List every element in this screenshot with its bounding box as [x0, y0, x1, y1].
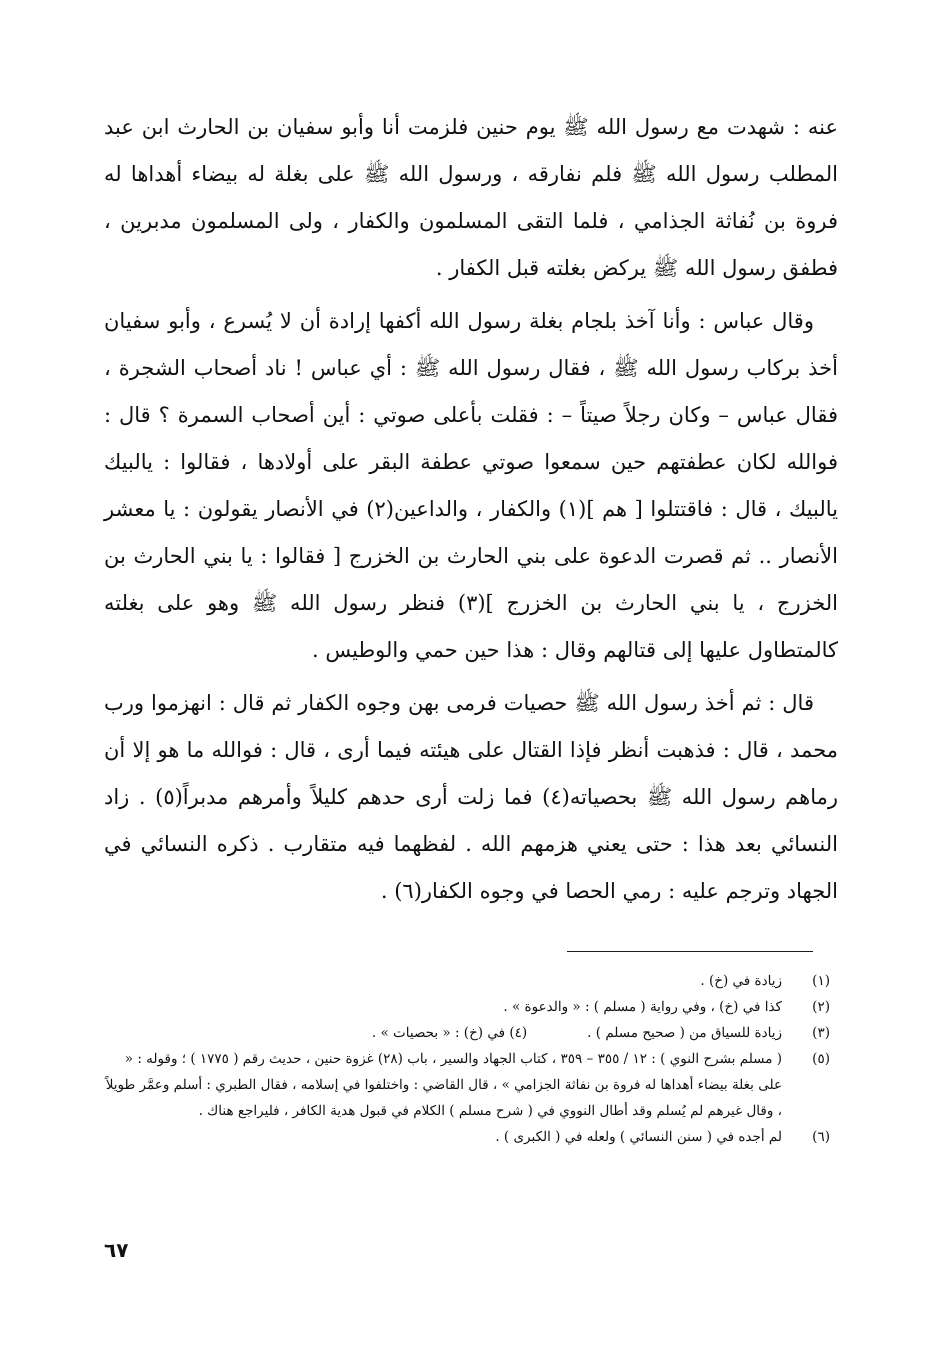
footnote-number: (٥): [812, 1051, 830, 1067]
paragraph: قال : ثم أخذ رسول الله ﷺ حصيات فرمى بهن وجوه الكفار ثم قال : انهزموا ورب محمد ، قال : فذهبت أنظر فإذا القتال على هيئته فيما أرى ، قال : فوالله ما هو إلا أن رماهم رسول الله ﷺ بحصياته(٤) فما زلت أرى حدهم كليلاً وأمرهم مدبراً(٥) . زاد النسائي بعد هذا : حتى يعني هزمهم الله . لفظهما فيه متقارب . ذكره النسائي في الجهاد وترجم عليه : رمي الحصا في وجوه الكفار(٦) .: [104, 691, 839, 903]
footnotes: [104, 968, 834, 1150]
footnote-text: كذا في (خ) ، وفي رواية ( مسلم ) : « والدعوة » .: [503, 999, 782, 1015]
footnote-text: زيادة في (خ) .: [700, 973, 782, 989]
footnote-item: [104, 968, 834, 994]
footnote-inline-extra: (٤) في (خ) : « بحصيات » .: [371, 1025, 528, 1041]
footnote-item: [104, 1046, 834, 1124]
footnote-text: لم أجده في ( سنن النسائي ) ولعله في ( الكبرى ) .: [495, 1129, 782, 1145]
footnote-text: ( مسلم بشرح النوي ) : ١٢ / ٣٥٥ – ٣٥٩ ، كتاب الجهاد والسير ، باب (٢٨) غزوة حنين ، حديث رقم ( ١٧٧٥ ) ؛ وقوله : « على بغلة بيضاء أهداها له فروة بن نفاثة الجزامي » ، قال القاضي : واختلفوا في إسلامه ، فقال الطبري : أسلم وعمَّر طويلاً ، وقال غيرهم لم يُسلم وقد أطال النووي في ( شرح مسلم ) الكلام في قبول هدية الكافر ، فليراجع هناك .: [105, 1051, 782, 1119]
footnote-text: [104, 1020, 782, 1046]
page-number: ٦٧: [104, 1238, 129, 1262]
footnote-item: [104, 1020, 834, 1046]
footnote-item: [104, 994, 834, 1020]
footnote-number: (١): [812, 973, 830, 989]
footnote-number: (٢): [812, 999, 830, 1015]
footnote-text-part: زيادة للسياق من ( صحيح مسلم ) .: [587, 1025, 782, 1041]
paragraph: عنه : شهدت مع رسول الله ﷺ يوم حنين فلزمت أنا وأبو سفيان بن الحارث ابن عبد المطلب رسول الله ﷺ فلم نفارقه ، ورسول الله ﷺ على بغلة له بيضاء أهداها له فروة بن نُفاثة الجذامي ، فلما التقى المسلمون والكفار ، ولى المسلمون مدبرين ، فطفق رسول الله ﷺ يركض بغلته قبل الكفار .: [104, 115, 838, 280]
footnote-item: [104, 1124, 834, 1150]
main-text: [104, 104, 838, 915]
footnote-number: (٦): [812, 1129, 830, 1145]
footnote-number: (٣): [812, 1025, 830, 1041]
footnote-separator: [567, 951, 813, 952]
paragraph: وقال عباس : وأنا آخذ بلجام بغلة رسول الله أكفها إرادة أن لا يُسرع ، وأبو سفيان أخذ بركاب رسول الله ﷺ ، فقال رسول الله ﷺ : أي عباس ! ناد أصحاب الشجرة ، فقال عباس – وكان رجلاً صيتاً – : فقلت بأعلى صوتي : أين أصحاب السمرة ؟ قال : فوالله لكان عطفتهم حين سمعوا صوتي عطفة البقر على أولادها ، فقالوا : يالبيك يالبيك ، قال : فاقتتلوا [ هم ](١) والكفار ، والداعين(٢) في الأنصار يقولون : يا معشر الأنصار .. ثم قصرت الدعوة على بني الحارث بن الخزرج [ فقالوا : يا بني الحارث بن الخزرج ، يا بني الحارث بن الخزرج ](٣) فنظر رسول الله ﷺ وهو على بغلته كالمتطاول عليها إلى قتالهم وقال : هذا حين حمي والوطيس .: [104, 309, 838, 662]
